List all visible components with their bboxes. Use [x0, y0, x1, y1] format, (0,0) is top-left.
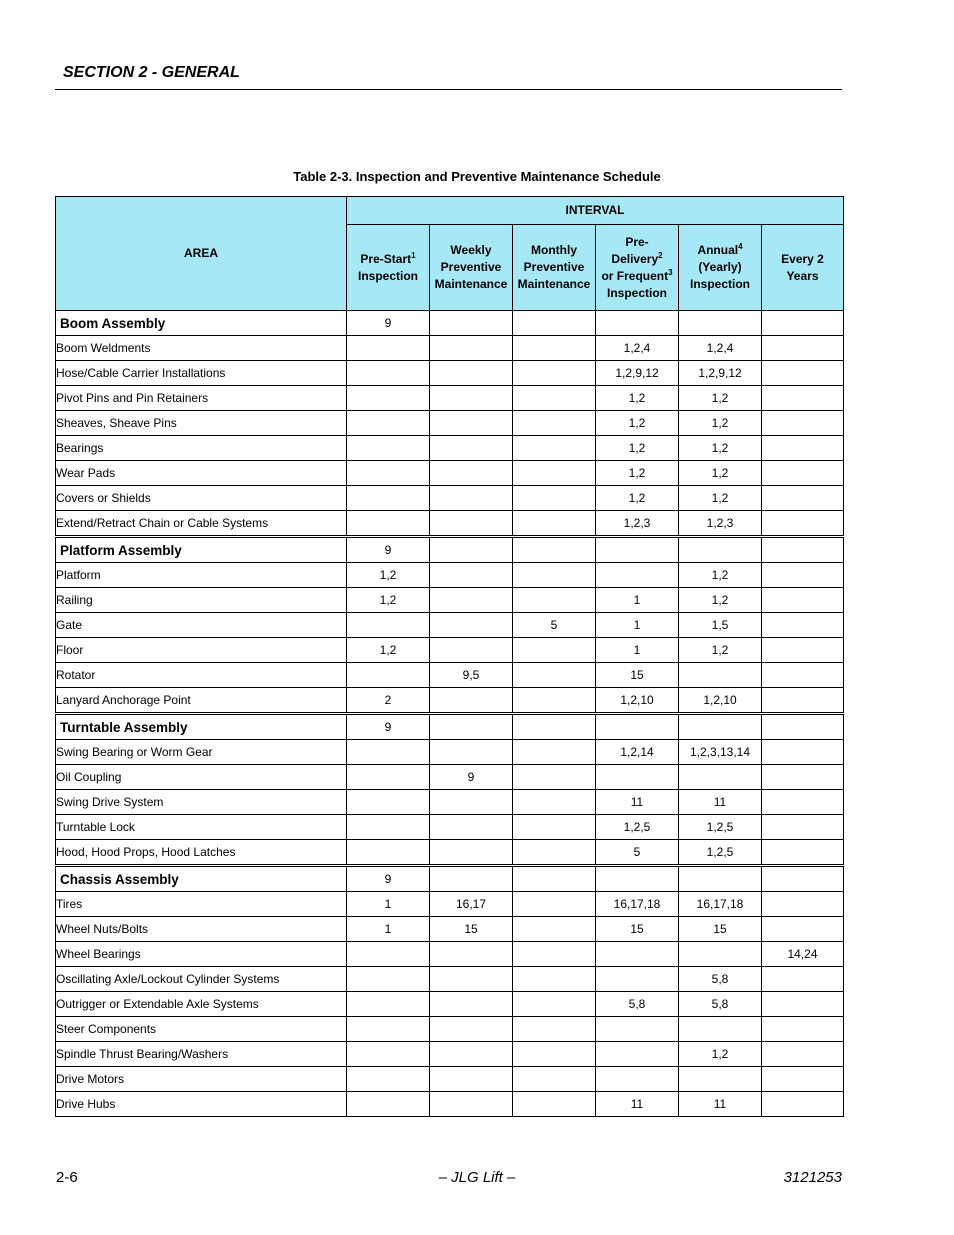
interval-cell [430, 1042, 513, 1067]
interval-cell: 9,5 [430, 663, 513, 688]
interval-cell: 9 [430, 765, 513, 790]
interval-cell: 1,2 [679, 638, 762, 663]
table-row [56, 336, 844, 361]
area-label: Boom Weldments [56, 336, 347, 361]
interval-cell: 1 [596, 588, 679, 613]
interval-cell [513, 892, 596, 917]
table-row [56, 992, 844, 1017]
interval-cell [596, 942, 679, 967]
interval-cell [513, 840, 596, 866]
column-header-line: Monthly [531, 243, 577, 257]
interval-cell [513, 714, 596, 740]
interval-cell [679, 765, 762, 790]
interval-cell: 1,2,5 [596, 815, 679, 840]
interval-cell [347, 1067, 430, 1092]
interval-cell: 9 [347, 537, 430, 563]
interval-cell: 1,2 [596, 436, 679, 461]
interval-cell [430, 511, 513, 537]
interval-cell [430, 1017, 513, 1042]
table-row [56, 942, 844, 967]
table-row [56, 967, 844, 992]
interval-cell [347, 815, 430, 840]
interval-cell [430, 866, 513, 892]
interval-cell: 1,2,9,12 [596, 361, 679, 386]
interval-cell: 9 [347, 311, 430, 336]
interval-cell: 1,2,3 [679, 511, 762, 537]
interval-column-header [513, 225, 596, 311]
footnote-marker: 4 [738, 242, 743, 251]
footnote-marker: 1 [411, 250, 416, 260]
interval-cell [430, 840, 513, 866]
table-row [56, 461, 844, 486]
interval-cell [596, 765, 679, 790]
interval-cell [596, 967, 679, 992]
area-label: Swing Bearing or Worm Gear [56, 740, 347, 765]
interval-cell [347, 613, 430, 638]
interval-column-header [430, 225, 513, 311]
group-label: Turntable Assembly [56, 714, 347, 740]
table-row [56, 765, 844, 790]
interval-cell [762, 361, 844, 386]
interval-cell [513, 486, 596, 511]
interval-cell [762, 563, 844, 588]
area-label: Pivot Pins and Pin Retainers [56, 386, 347, 411]
group-row [56, 714, 844, 740]
interval-cell [430, 790, 513, 815]
footer-brand: – JLG Lift – [438, 1169, 516, 1186]
interval-column-header [679, 225, 762, 311]
interval-cell: 1,2,14 [596, 740, 679, 765]
interval-cell: 2 [347, 688, 430, 714]
interval-cell: 1,2 [679, 461, 762, 486]
area-label: Bearings [56, 436, 347, 461]
interval-cell [430, 461, 513, 486]
header-rule [55, 89, 842, 90]
interval-cell: 16,17,18 [596, 892, 679, 917]
interval-cell: 5,8 [679, 992, 762, 1017]
interval-cell [513, 361, 596, 386]
interval-cell [762, 866, 844, 892]
interval-cell [513, 386, 596, 411]
area-label: Turntable Lock [56, 815, 347, 840]
interval-cell [347, 765, 430, 790]
page-number: 2-6 [56, 1169, 78, 1186]
column-header-line: Annual [697, 243, 739, 257]
table-row [56, 588, 844, 613]
area-label: Wheel Nuts/Bolts [56, 917, 347, 942]
interval-cell [596, 1042, 679, 1067]
interval-cell [347, 992, 430, 1017]
interval-cell: 1,2 [679, 1042, 762, 1067]
interval-cell [762, 1067, 844, 1092]
interval-cell [679, 311, 762, 336]
interval-cell: 1,2 [679, 588, 762, 613]
interval-cell [513, 942, 596, 967]
interval-cell [430, 688, 513, 714]
table-row [56, 840, 844, 866]
interval-cell [347, 790, 430, 815]
interval-cell: 11 [679, 790, 762, 815]
interval-cell [513, 461, 596, 486]
interval-cell [513, 1092, 596, 1117]
interval-cell: 1,2 [596, 386, 679, 411]
area-label: Tires [56, 892, 347, 917]
column-header-line: Years [786, 268, 819, 283]
interval-cell [596, 537, 679, 563]
interval-cell [347, 1042, 430, 1067]
table-row [56, 563, 844, 588]
table-row [56, 386, 844, 411]
table-row [56, 815, 844, 840]
interval-cell [762, 967, 844, 992]
column-header-line: Delivery [611, 251, 659, 266]
interval-cell [430, 815, 513, 840]
area-label: Hose/Cable Carrier Installations [56, 361, 347, 386]
table-row [56, 663, 844, 688]
interval-cell: 1,2,9,12 [679, 361, 762, 386]
interval-cell: 5 [513, 613, 596, 638]
interval-cell: 5,8 [596, 992, 679, 1017]
interval-cell: 15 [430, 917, 513, 942]
area-label: Floor [56, 638, 347, 663]
interval-cell: 1,2 [347, 638, 430, 663]
interval-cell [513, 917, 596, 942]
interval-cell: 11 [596, 1092, 679, 1117]
interval-cell [762, 740, 844, 765]
group-label: Chassis Assembly [56, 866, 347, 892]
table-row [56, 1092, 844, 1117]
interval-cell [430, 436, 513, 461]
interval-cell [513, 638, 596, 663]
interval-cell [596, 311, 679, 336]
table-row [56, 790, 844, 815]
interval-cell: 1,2 [679, 386, 762, 411]
column-header-line: Every 2 [781, 251, 824, 266]
interval-cell: 1,2 [347, 588, 430, 613]
interval-cell [513, 1017, 596, 1042]
interval-cell [679, 866, 762, 892]
table-row [56, 740, 844, 765]
interval-cell [347, 386, 430, 411]
interval-cell: 15 [679, 917, 762, 942]
interval-cell [430, 537, 513, 563]
interval-cell [679, 1067, 762, 1092]
table-row [56, 638, 844, 663]
area-label: Railing [56, 588, 347, 613]
area-column-header: AREA [56, 197, 347, 311]
interval-cell [513, 688, 596, 714]
interval-cell: 1,2 [679, 486, 762, 511]
area-label: Covers or Shields [56, 486, 347, 511]
interval-cell [347, 461, 430, 486]
interval-cell [762, 588, 844, 613]
interval-cell: 1,2,3 [596, 511, 679, 537]
interval-cell: 1,5 [679, 613, 762, 638]
interval-cell [430, 613, 513, 638]
interval-cell [596, 1067, 679, 1092]
table-row [56, 1017, 844, 1042]
column-header-line: Pre-Start [360, 251, 412, 266]
interval-cell [430, 361, 513, 386]
interval-cell [513, 663, 596, 688]
interval-cell [513, 790, 596, 815]
area-label: Spindle Thrust Bearing/Washers [56, 1042, 347, 1067]
table-row [56, 436, 844, 461]
column-header-line: Maintenance [434, 277, 508, 291]
interval-cell: 1,2,5 [679, 815, 762, 840]
area-label: Swing Drive System [56, 790, 347, 815]
interval-cell [762, 613, 844, 638]
table-row [56, 892, 844, 917]
area-label: Platform [56, 563, 347, 588]
interval-cell: 1,2 [347, 563, 430, 588]
interval-cell [513, 866, 596, 892]
interval-cell [596, 714, 679, 740]
interval-cell [762, 714, 844, 740]
interval-cell [762, 511, 844, 537]
interval-cell [347, 1017, 430, 1042]
table-row [56, 411, 844, 436]
interval-cell [430, 336, 513, 361]
area-label: Lanyard Anchorage Point [56, 688, 347, 714]
interval-column-header [347, 225, 430, 311]
area-label: Steer Components [56, 1017, 347, 1042]
area-label: Wear Pads [56, 461, 347, 486]
interval-cell [430, 588, 513, 613]
interval-cell [430, 486, 513, 511]
area-label: Sheaves, Sheave Pins [56, 411, 347, 436]
interval-cell [430, 1092, 513, 1117]
table-row [56, 511, 844, 537]
column-header-line: or Frequent [601, 268, 669, 283]
maintenance-schedule-table [55, 196, 844, 1117]
column-header-line: Inspection [357, 268, 418, 283]
interval-cell: 14,24 [762, 942, 844, 967]
interval-cell: 5,8 [679, 967, 762, 992]
interval-cell [679, 714, 762, 740]
interval-cell [347, 1092, 430, 1117]
interval-cell [430, 638, 513, 663]
interval-cell [347, 942, 430, 967]
column-header-line: (Yearly) [698, 260, 742, 274]
group-label: Boom Assembly [56, 311, 347, 336]
interval-cell [762, 992, 844, 1017]
interval-cell [347, 840, 430, 866]
interval-column-header [762, 225, 844, 311]
interval-cell [513, 740, 596, 765]
table-row [56, 1042, 844, 1067]
column-header-line: Inspection [689, 277, 750, 291]
footnote-marker: 3 [668, 267, 673, 277]
column-header-line: Preventive [440, 260, 502, 274]
interval-cell [513, 992, 596, 1017]
interval-cell: 15 [596, 917, 679, 942]
interval-column-header [596, 225, 679, 311]
interval-cell [513, 436, 596, 461]
interval-cell [430, 740, 513, 765]
interval-cell: 1,2 [679, 436, 762, 461]
area-label: Gate [56, 613, 347, 638]
interval-cell [596, 1017, 679, 1042]
interval-cell: 1,2,10 [596, 688, 679, 714]
interval-cell [430, 411, 513, 436]
interval-cell: 9 [347, 866, 430, 892]
interval-cell [347, 486, 430, 511]
interval-cell: 1,2 [596, 461, 679, 486]
interval-cell [513, 1042, 596, 1067]
interval-cell [513, 765, 596, 790]
group-row [56, 537, 844, 563]
interval-cell [430, 992, 513, 1017]
table-row [56, 917, 844, 942]
interval-cell [679, 942, 762, 967]
group-row [56, 866, 844, 892]
area-label: Extend/Retract Chain or Cable Systems [56, 511, 347, 537]
interval-cell [762, 486, 844, 511]
area-label: Wheel Bearings [56, 942, 347, 967]
interval-cell: 1,2 [679, 411, 762, 436]
interval-cell [762, 436, 844, 461]
table-row [56, 486, 844, 511]
interval-cell [347, 967, 430, 992]
section-header: SECTION 2 - GENERAL [63, 64, 240, 81]
interval-cell [430, 942, 513, 967]
interval-cell [762, 311, 844, 336]
area-label: Oil Coupling [56, 765, 347, 790]
interval-cell [430, 386, 513, 411]
interval-cell [679, 537, 762, 563]
document-number: 3121253 [783, 1169, 842, 1186]
interval-cell [513, 967, 596, 992]
area-label: Outrigger or Extendable Axle Systems [56, 992, 347, 1017]
interval-cell [679, 1017, 762, 1042]
interval-cell [347, 663, 430, 688]
interval-cell: 1,2,5 [679, 840, 762, 866]
interval-cell [762, 840, 844, 866]
interval-cell: 1 [596, 638, 679, 663]
column-header-line: Inspection [606, 285, 667, 300]
interval-cell [762, 892, 844, 917]
interval-cell [347, 411, 430, 436]
interval-header: INTERVAL [347, 197, 844, 225]
column-header-line: Preventive [523, 260, 585, 274]
interval-cell: 1,2,10 [679, 688, 762, 714]
interval-cell [762, 790, 844, 815]
interval-cell [513, 537, 596, 563]
interval-cell [762, 411, 844, 436]
interval-cell [513, 1067, 596, 1092]
interval-cell: 1,2,4 [679, 336, 762, 361]
interval-cell: 1,2 [596, 411, 679, 436]
interval-cell [762, 1092, 844, 1117]
group-label: Platform Assembly [56, 537, 347, 563]
interval-cell [513, 411, 596, 436]
column-header-line: Maintenance [517, 277, 591, 291]
table-row [56, 688, 844, 714]
interval-cell [513, 815, 596, 840]
column-header-line: Pre- [625, 234, 649, 249]
interval-cell [762, 386, 844, 411]
interval-cell [347, 511, 430, 537]
interval-cell [347, 436, 430, 461]
interval-cell [430, 714, 513, 740]
interval-cell: 15 [596, 663, 679, 688]
interval-cell: 11 [679, 1092, 762, 1117]
interval-cell [679, 663, 762, 688]
interval-cell [513, 336, 596, 361]
interval-cell [762, 1017, 844, 1042]
interval-cell [513, 588, 596, 613]
interval-cell [762, 461, 844, 486]
column-header-line: Weekly [450, 243, 492, 257]
interval-cell [596, 563, 679, 588]
interval-cell [762, 1042, 844, 1067]
interval-cell: 5 [596, 840, 679, 866]
interval-cell [513, 563, 596, 588]
table-row [56, 361, 844, 386]
interval-cell [762, 638, 844, 663]
interval-cell: 1,2 [679, 563, 762, 588]
footnote-marker: 2 [658, 250, 663, 260]
interval-cell [762, 663, 844, 688]
interval-cell: 1 [596, 613, 679, 638]
table-title: Table 2-3. Inspection and Preventive Maintenance Schedule [293, 169, 661, 184]
interval-cell: 11 [596, 790, 679, 815]
interval-cell [762, 336, 844, 361]
interval-cell: 9 [347, 714, 430, 740]
table-row [56, 613, 844, 638]
interval-cell [513, 511, 596, 537]
interval-cell [513, 311, 596, 336]
interval-cell: 1 [347, 917, 430, 942]
interval-cell: 1,2 [596, 486, 679, 511]
interval-cell [347, 336, 430, 361]
interval-cell [762, 688, 844, 714]
interval-cell [430, 1067, 513, 1092]
interval-cell [347, 361, 430, 386]
area-label: Rotator [56, 663, 347, 688]
interval-cell: 1,2,4 [596, 336, 679, 361]
interval-cell [762, 765, 844, 790]
interval-cell [430, 967, 513, 992]
interval-cell: 16,17 [430, 892, 513, 917]
interval-cell [762, 917, 844, 942]
area-label: Hood, Hood Props, Hood Latches [56, 840, 347, 866]
interval-cell [430, 311, 513, 336]
area-label: Drive Motors [56, 1067, 347, 1092]
group-row [56, 311, 844, 336]
interval-cell: 16,17,18 [679, 892, 762, 917]
interval-cell: 1 [347, 892, 430, 917]
table-row [56, 1067, 844, 1092]
interval-cell [762, 815, 844, 840]
interval-cell [596, 866, 679, 892]
interval-cell: 1,2,3,13,14 [679, 740, 762, 765]
area-label: Drive Hubs [56, 1092, 347, 1117]
interval-cell [347, 740, 430, 765]
interval-cell [762, 537, 844, 563]
interval-cell [430, 563, 513, 588]
area-label: Oscillating Axle/Lockout Cylinder Systems [56, 967, 347, 992]
